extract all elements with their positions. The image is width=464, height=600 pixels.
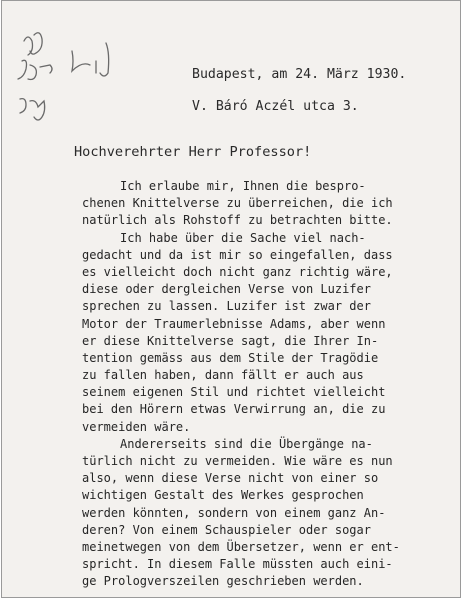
body-line: türlich nicht zu vermeiden. Wie wäre es nun (82, 454, 393, 468)
body-line: er diese Knittelverse sagt, die Ihrer In- (82, 333, 379, 348)
body-line: Andererseits sind die Übergänge na- (120, 436, 373, 451)
salutation: Hochverehrter Herr Professor! (74, 144, 312, 160)
body-line: gedacht und da ist mir so eingefallen, dass (82, 247, 393, 262)
body-line: tention gemäss aus dem Stile der Tragödie (82, 350, 379, 365)
letter-body (82, 178, 462, 591)
body-line: meinetwegen von dem Übersetzer, wenn er ent- (82, 539, 400, 554)
pencil-annotations (10, 21, 160, 141)
body-line: Ich erlaube mir, Ihnen die bespro- (120, 179, 366, 193)
body-line: also, wenn diese Verse nicht von einer so (82, 471, 379, 486)
body-line: zu fallen haben, dann fällt er auch aus (82, 368, 364, 383)
body-line: vermeiden wäre. (82, 419, 191, 434)
body-line: ge Prologverszeilen geschrieben werden. (82, 574, 364, 589)
body-line: natürlich als Rohstoff zu betrachten bitte. (82, 213, 393, 228)
body-line: seinem eigenen Stil und richtet vielleicht (82, 385, 386, 400)
body-line: werden könnten, sondern von einem ganz An- (82, 505, 386, 520)
letter-sheet (1, 0, 461, 598)
body-line: bei den Hörern etwas Verwirrung an, die zu (82, 402, 386, 417)
body-line: diese oder dergleichen Verse von Luzifer (82, 282, 371, 297)
body-line: es vielleicht doch nicht ganz richtig wäre, (82, 264, 393, 279)
street-line: V. Báró Aczél utca 3. (192, 99, 359, 114)
body-line: wichtigen Gestalt des Werkes gesprochen (82, 488, 364, 503)
body-line: Ich habe über die Sache viel nach- (120, 230, 366, 245)
body-line: chenen Knittelverse zu überreichen, die ich (82, 196, 393, 211)
body-line: spricht. In diesem Falle müssten auch eini- (82, 557, 393, 572)
sender-address (192, 59, 406, 123)
body-line: Motor der Traumerlebnisse Adams, aber wenn (82, 316, 386, 331)
date-line: Budapest, am 24. März 1930. (192, 67, 407, 82)
body-line: deren? Von einem Schauspieler oder sogar (82, 522, 371, 537)
body-line: sprechen zu lassen. Luzifer ist zwar der (82, 299, 371, 314)
